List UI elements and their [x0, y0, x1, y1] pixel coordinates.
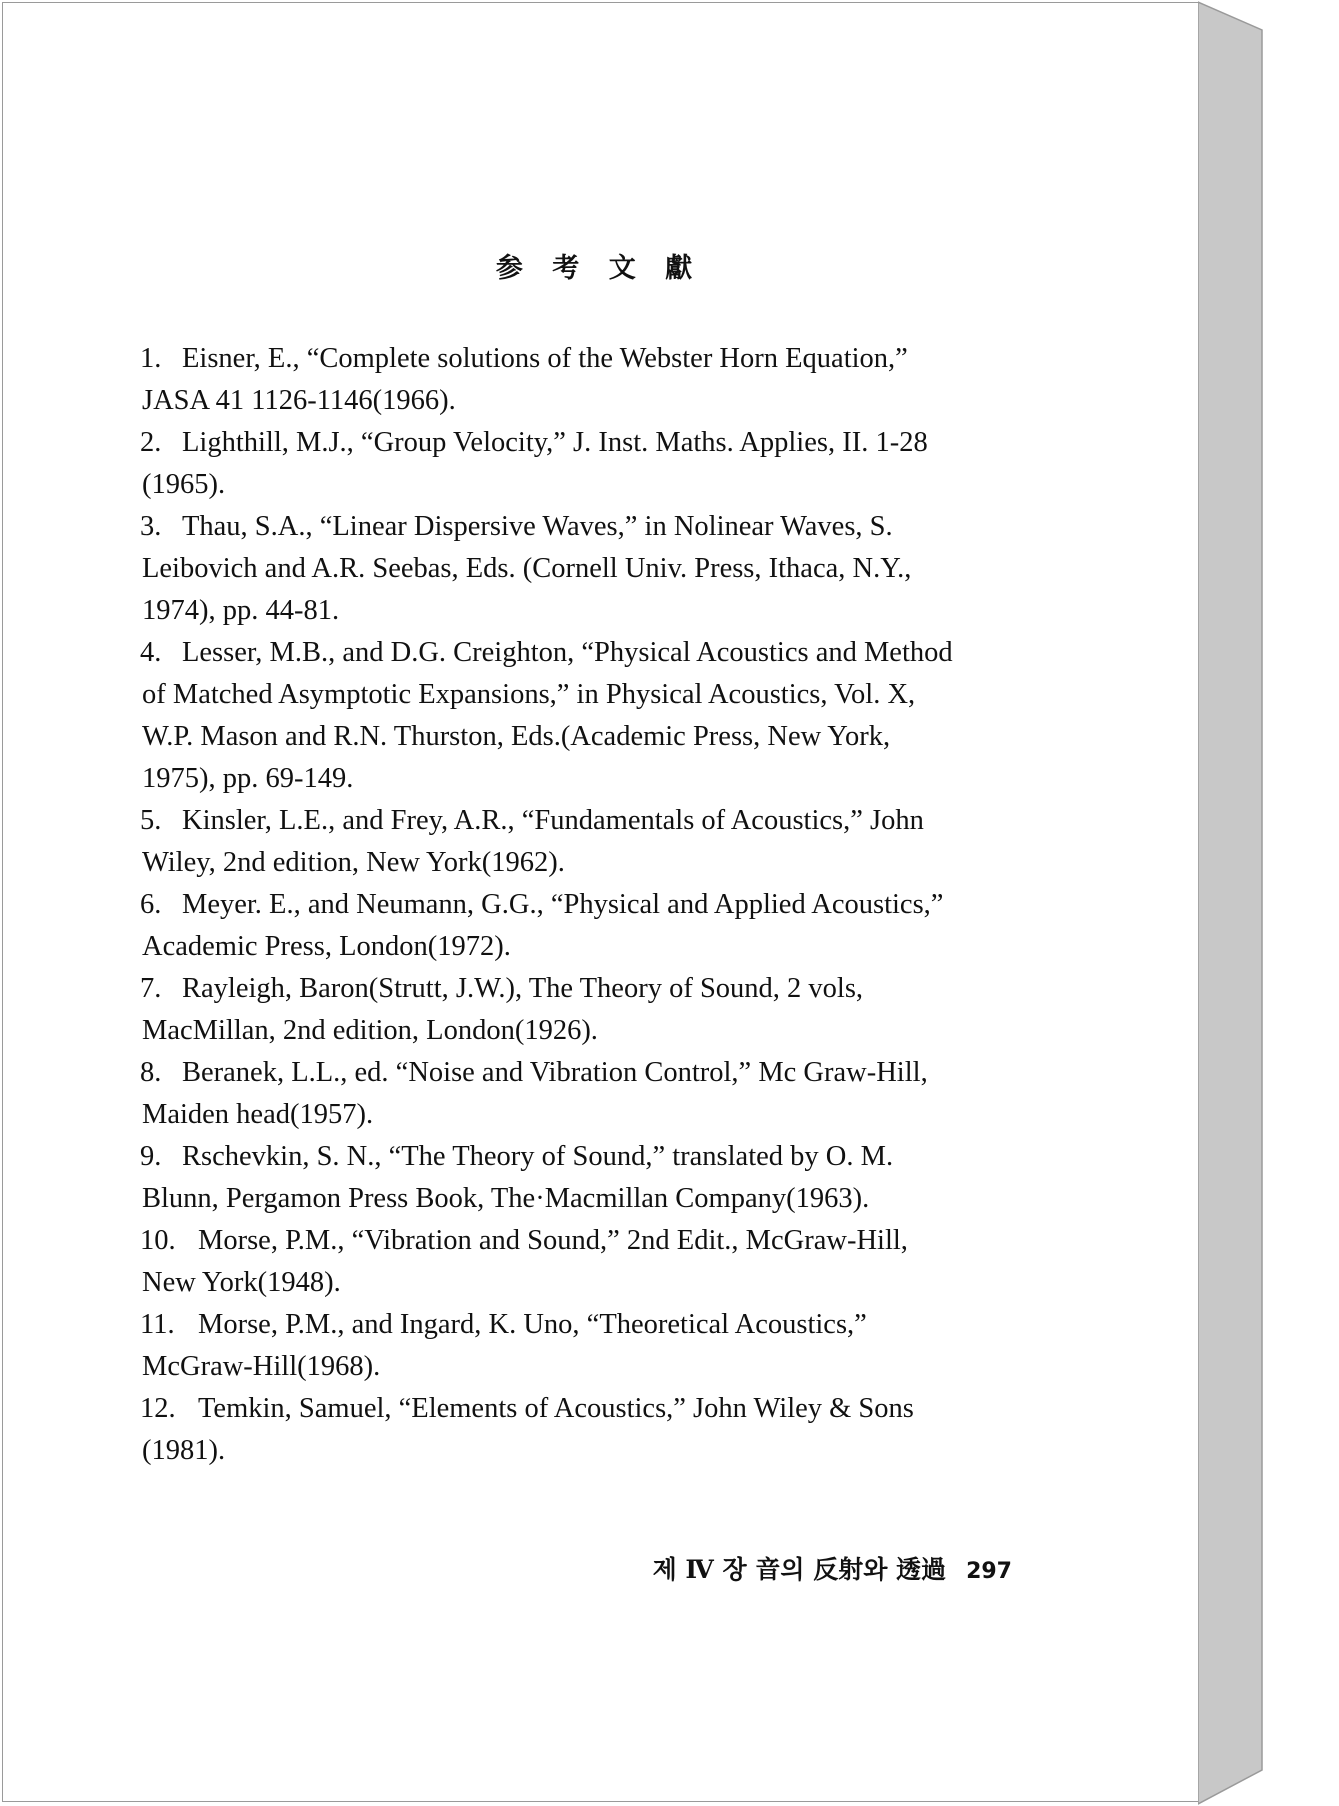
reference-number: 2. [140, 427, 162, 458]
reference-line: 1974), pp. 44-81. [142, 595, 340, 626]
reference-item [140, 338, 1042, 422]
reference-number: 10. [140, 1225, 176, 1256]
reference-line: W.P. Mason and R.N. Thurston, Eds.(Academic Press, New York, [142, 721, 891, 752]
reference-number: 9. [140, 1141, 162, 1172]
reference-line: Maiden head(1957). [142, 1099, 374, 1130]
reference-line: Meyer. E., and Neumann, G.G., “Physical and Applied Acoustics,” [182, 889, 944, 920]
reference-text [142, 884, 1042, 968]
reference-number: 6. [140, 889, 162, 920]
reference-line: Blunn, Pergamon Press Book, The·Macmillan Company(1963). [142, 1183, 870, 1214]
reference-line: Leibovich and A.R. Seebas, Eds. (Cornell Univ. Press, Ithaca, N.Y., [142, 553, 912, 584]
reference-text [142, 506, 1042, 632]
reference-line: Thau, S.A., “Linear Dispersive Waves,” in Nolinear Waves, S. [182, 511, 893, 542]
reference-item [140, 1304, 1042, 1388]
reference-item [140, 800, 1042, 884]
reference-item [140, 1388, 1042, 1472]
reference-line: MacMillan, 2nd edition, London(1926). [142, 1015, 598, 1046]
reference-text [142, 422, 1042, 506]
reference-item [140, 632, 1042, 800]
reference-text [142, 968, 1042, 1052]
reference-line: Rschevkin, S. N., “The Theory of Sound,” translated by O. M. [182, 1141, 894, 1172]
reference-line: Morse, P.M., and Ingard, K. Uno, “Theoretical Acoustics,” [198, 1309, 867, 1340]
reference-line: JASA 41 1126-1146(1966). [142, 385, 456, 416]
reference-number: 12. [140, 1393, 176, 1424]
reference-number: 5. [140, 805, 162, 836]
reference-item [140, 506, 1042, 632]
reference-number: 1. [140, 343, 162, 374]
reference-line: Kinsler, L.E., and Frey, A.R., “Fundamentals of Acoustics,” John [182, 805, 924, 836]
reference-line: Lighthill, M.J., “Group Velocity,” J. Inst. Maths. Applies, II. 1-28 [182, 427, 928, 458]
reference-number: 3. [140, 511, 162, 542]
reference-text [142, 800, 1042, 884]
reference-line: Eisner, E., “Complete solutions of the Webster Horn Equation,” [182, 343, 908, 374]
reference-item [140, 968, 1042, 1052]
reference-text [142, 338, 1042, 422]
reference-number: 4. [140, 637, 162, 668]
reference-line: 1975), pp. 69-149. [142, 763, 354, 794]
page-footer [0, 1550, 1012, 1586]
reference-number: 8. [140, 1057, 162, 1088]
chapter-title: 제 Ⅳ 장 音의 反射와 透過 [652, 1555, 947, 1584]
reference-line: Wiley, 2nd edition, New York(1962). [142, 847, 565, 878]
reference-text [142, 1136, 1042, 1220]
reference-line: Rayleigh, Baron(Strutt, J.W.), The Theory of Sound, 2 vols, [182, 973, 864, 1004]
reference-number: 7. [140, 973, 162, 1004]
page-title: 参 考 文 獻 [495, 253, 703, 284]
reference-line: Temkin, Samuel, “Elements of Acoustics,” John Wiley & Sons [198, 1393, 914, 1424]
reference-line: McGraw-Hill(1968). [142, 1351, 381, 1382]
reference-item [140, 1136, 1042, 1220]
reference-line: Morse, P.M., “Vibration and Sound,” 2nd Edit., McGraw-Hill, [198, 1225, 908, 1256]
page-number: 297 [966, 1559, 1012, 1584]
reference-line: of Matched Asymptotic Expansions,” in Physical Acoustics, Vol. X, [142, 679, 916, 710]
reference-line: Beranek, L.L., ed. “Noise and Vibration Control,” Mc Graw-Hill, [182, 1057, 928, 1088]
reference-line: Lesser, M.B., and D.G. Creighton, “Physical Acoustics and Method [182, 637, 953, 668]
reference-number: 11. [140, 1309, 175, 1340]
reference-text [142, 1052, 1042, 1136]
reference-item [140, 1052, 1042, 1136]
reference-item [140, 422, 1042, 506]
reference-line: New York(1948). [142, 1267, 341, 1298]
reference-item [140, 884, 1042, 968]
reference-list [140, 338, 1042, 1472]
reference-line: (1965). [142, 469, 226, 500]
reference-item [140, 1220, 1042, 1304]
reference-line: Academic Press, London(1972). [142, 931, 511, 962]
page-edge-shadow [1198, 0, 1338, 1806]
reference-line: (1981). [142, 1435, 226, 1466]
reference-text [142, 632, 1042, 800]
